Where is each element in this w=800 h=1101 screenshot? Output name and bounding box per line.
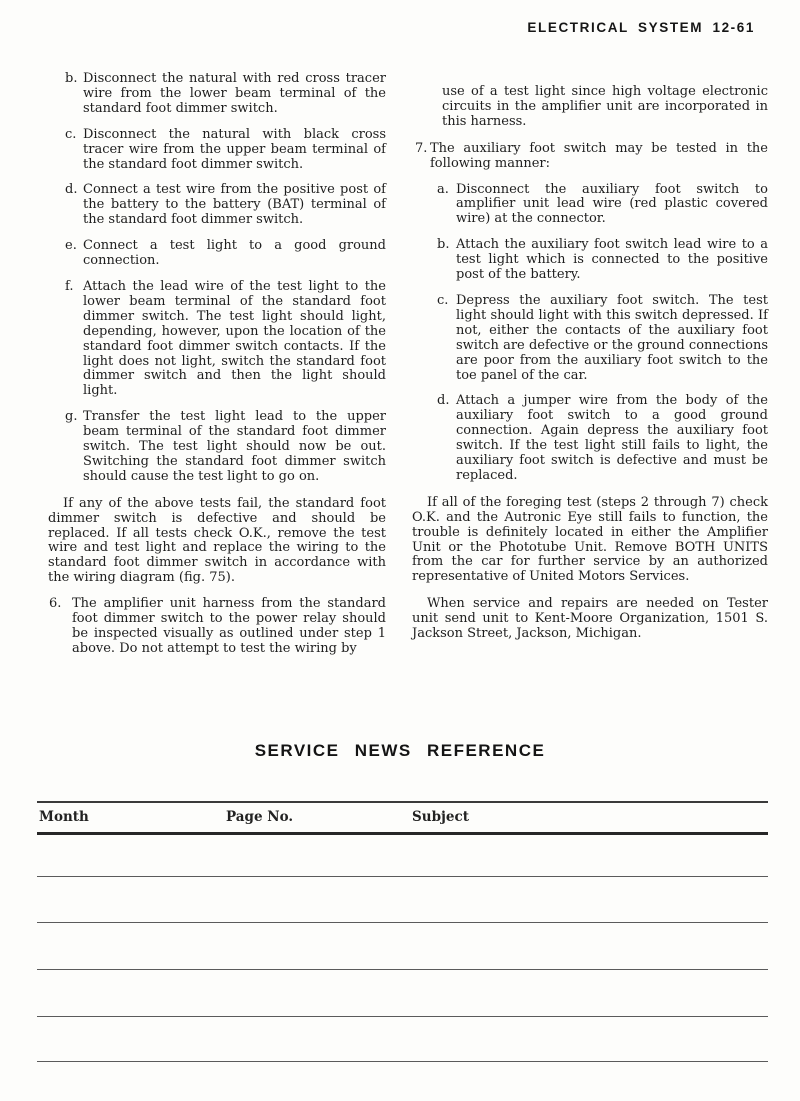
list-item-text: Disconnect the auxiliary foot switch to amplifier unit lead wire (red plastic covered wire) at the connector. — [456, 181, 768, 227]
list-item-7 — [412, 142, 768, 172]
list-item-label: b. — [437, 237, 450, 253]
left-column — [48, 72, 386, 668]
list-item-text: Connect a test wire from the positive post of the battery to the battery (BAT) terminal of the standard foot dimmer switch. — [83, 182, 386, 228]
closing-paragraph: If any of the above tests fail, the standard foot dimmer switch is defective and should be replaced. If all tests check O.K., remove the test wire and test light and replace the wiring to the standard foot dimmer switch in accordance with the wiring diagram (fig. 75). — [48, 495, 386, 586]
list-item-text: Connect a test light to a good ground connection. — [83, 238, 386, 269]
list-item-label: 7. — [415, 140, 428, 156]
list-item-d — [48, 183, 386, 228]
page-title: ELECTRICAL SYSTEM 12-61 — [527, 20, 755, 35]
list-item-label: g. — [65, 409, 78, 425]
list-item-label: d. — [65, 182, 78, 198]
list-item-label: a. — [437, 181, 449, 197]
blank-rule-row — [37, 835, 768, 877]
continuation-paragraph: use of a test light since high voltage electronic circuits in the amplifier unit are incorporated in this harness. — [442, 84, 768, 129]
list-item-text: The amplifier unit harness from the standard foot dimmer switch to the power relay should be inspected visually as outlined under step 1 above. Do not attempt to test the wiring by — [72, 596, 386, 656]
list-item-label: c. — [65, 126, 77, 142]
list-item-g — [48, 410, 386, 485]
blank-rule-row — [37, 970, 768, 1017]
list-item-text: Disconnect the natural with red cross tracer wire from the lower beam terminal of the standard foot dimmer switch. — [83, 71, 386, 116]
blank-rule-row — [37, 923, 768, 970]
list-item-label: 6. — [49, 596, 62, 612]
column-header-month: Month — [39, 809, 89, 825]
list-item-text: Attach the auxiliary foot switch lead wire to a test light which is connected to the positive post of the battery. — [456, 237, 768, 283]
list-item-text: The auxiliary foot switch may be tested in the following manner: — [430, 140, 768, 171]
list-item-7b — [412, 238, 768, 283]
summary-paragraph: If all of the foreging test (steps 2 through 7) check O.K. and the Autronic Eye still fails to function, the trouble is definitely located in either the Amplifier Unit or the Phototube Unit. Remove BOTH UNITS from the car for further service by an authorized representative of United Motors Services. — [412, 494, 768, 585]
blank-rule-row — [37, 877, 768, 923]
list-item-label: b. — [65, 71, 78, 86]
list-item-7c — [412, 294, 768, 383]
tester-paragraph: When service and repairs are needed on Tester unit send unit to Kent-Moore Organization, 1501 S. Jackson Street, Jackson, Michigan. — [412, 596, 768, 642]
list-item-b — [48, 72, 386, 117]
list-item-text: Attach a jumper wire from the body of the auxiliary foot switch to a good ground connection. Again depress the auxiliary foot switch. If the test light still fails to light, the auxiliary foot switch is defective and must be replaced. — [456, 393, 768, 483]
section-title: SERVICE NEWS REFERENCE — [254, 741, 546, 760]
column-header-subject: Subject — [412, 809, 469, 825]
list-item-label: d. — [437, 393, 450, 409]
blank-rule-row — [37, 1017, 768, 1062]
list-item-label: e. — [65, 238, 77, 254]
list-item-text: Disconnect the natural with black cross tracer wire from the upper beam terminal of the standard foot dimmer switch. — [83, 126, 386, 172]
list-item-f — [48, 280, 386, 399]
list-item-label: c. — [437, 292, 449, 308]
list-item-text: Attach the lead wire of the test light to the lower beam terminal of the standard foot dimmer switch. The test light should light, depending, however, upon the location of the standard foot dimmer switch contacts. If the light does not light, switch the standard foot dimmer switch and then the light should light. — [83, 278, 386, 399]
list-item-label: f. — [65, 278, 74, 294]
list-item-text: Depress the auxiliary foot switch. The test light should light with this switch depressed. If not, either the contacts of the auxiliary foot switch are defective or the ground connections are poor from the auxiliary foot switch to the toe panel of the car. — [456, 292, 768, 383]
list-item-c — [48, 128, 386, 173]
right-column — [412, 72, 768, 653]
table-header-row — [37, 803, 768, 835]
list-item-7a — [412, 183, 768, 228]
column-header-page-no: Page No. — [226, 809, 294, 825]
list-item-6 — [48, 597, 386, 657]
list-item-text: Transfer the test light lead to the upper beam terminal of the standard foot dimmer switch. The test light should now be out. Switching the standard foot dimmer switch should cause the test light to go on. — [83, 409, 386, 484]
list-item-7d — [412, 394, 768, 483]
service-news-table — [37, 801, 768, 1062]
list-item-e — [48, 239, 386, 269]
